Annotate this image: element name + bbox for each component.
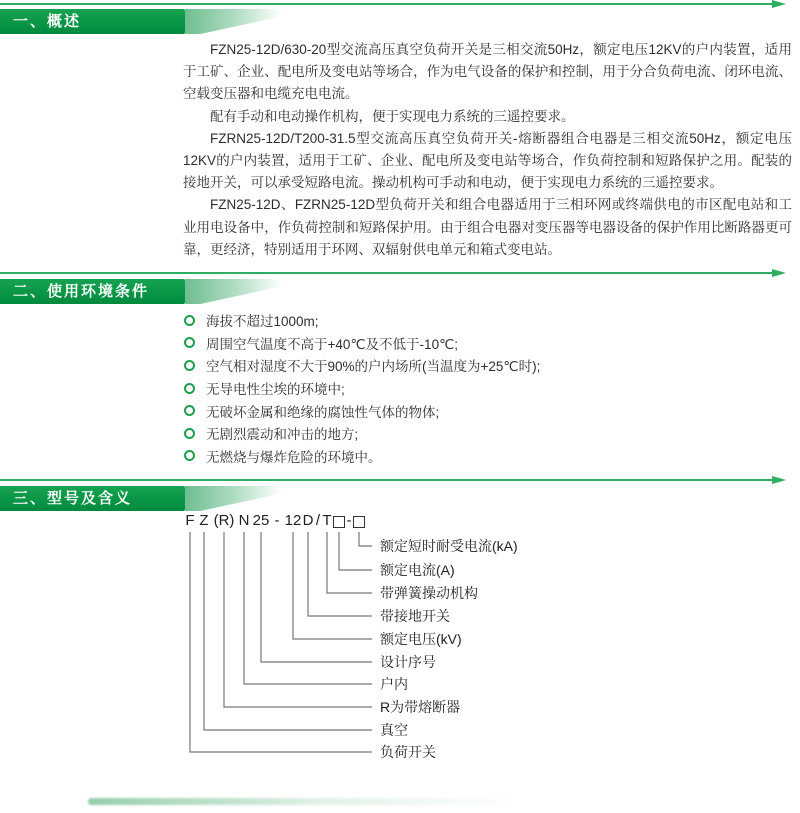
section3-header: 三、型号及含义: [0, 486, 185, 511]
model-code-segment: Z: [199, 512, 209, 529]
list-item: [184, 332, 784, 355]
model-code-segment: 12: [284, 512, 302, 529]
list-item-text: 海拔不超过1000m;: [206, 314, 319, 330]
model-meaning-label: 额定电压(kV): [380, 631, 462, 647]
model-code-segment: 25: [252, 512, 270, 529]
paragraph: FZN25-12D/630-20型交流高压真空负荷开关是三相交流50Hz，额定电压12KV的户内装置，适用于工矿、企业、配电所及变电站等场合，作为电气设备的保护和控制，用于分合负荷电流、闭环电流、空载变压器和电缆充电电流。: [183, 42, 792, 102]
list-item: [184, 445, 784, 468]
circle-bullet-icon: [184, 428, 195, 439]
model-code-segment: -: [346, 512, 352, 529]
circle-bullet-icon: [184, 315, 195, 326]
circle-bullet-icon: [184, 405, 195, 416]
model-meaning-label: 户内: [380, 676, 408, 692]
list-item: [184, 354, 784, 377]
list-item-text: 空气相对湿度不大于90%的户内场所(当温度为+25℃时);: [206, 359, 541, 375]
section2-header: 二、使用环境条件: [0, 279, 185, 304]
section2-top-line: [0, 272, 772, 274]
list-item: [184, 422, 784, 445]
model-code-segment: F: [185, 512, 195, 529]
paragraph: 配有手动和电动操作机构，便于实现电力系统的三遥控要求。: [210, 108, 575, 124]
model-meaning-label: 额定短时耐受电流(kA): [380, 538, 518, 554]
circle-bullet-icon: [184, 337, 195, 348]
section1-top-line: [0, 3, 772, 5]
section1-header: 一、概述: [0, 9, 185, 34]
section3-top-line: [0, 479, 772, 481]
circle-bullet-icon: [184, 383, 195, 394]
model-meaning-label: 负荷开关: [380, 744, 436, 760]
list-item-text: 无破坏金属和绝缘的腐蚀性气体的物体;: [206, 404, 440, 420]
list-item-text: 无导电性尘埃的环境中;: [206, 382, 345, 398]
paragraph: FZRN25-12D/T200-31.5型交流高压真空负荷开关-熔断器组合电器是三相交流50Hz，额定电压12KV的户内装置，适用于工矿、企业、配电所及变电站等场合，作负荷控制和短路保护之用。配装的接地开关，可以承受短路电流。操动机构可手动和电动，便于实现电力系统的三遥控要求。: [183, 130, 792, 191]
model-code-segment: (R): [213, 512, 235, 529]
list-item: [184, 399, 784, 422]
bottom-scan-artifact: [88, 798, 518, 805]
line-arrow-icon: [772, 0, 786, 8]
model-code-segment: D: [302, 512, 314, 529]
paragraph: FZN25-12D、FZRN25-12D型负荷开关和组合电器适用于三相环网或终端供电的市区配电站和工业用电设备中，作负荷控制和短路保护用。由于组合电器对变压器等电器设备的保护作用比断路器更可靠，更经济，特别适用于环网、双辐射供电单元和箱式变电站。: [183, 197, 792, 257]
model-code-segment: T: [322, 512, 332, 529]
model-meaning-label: 额定电流(A): [380, 562, 455, 578]
model-meaning-label: 真空: [380, 722, 408, 738]
model-code-segment: N: [238, 512, 250, 529]
model-code-segment: /: [315, 512, 321, 529]
list-item-text: 无燃烧与爆炸危险的环境中。: [206, 449, 382, 465]
section1-header-swoosh: [185, 9, 295, 34]
line-arrow-icon: [772, 269, 786, 277]
circle-bullet-icon: [184, 360, 195, 371]
model-code-segment: -: [274, 512, 280, 529]
model-meaning-label: R为带熔断器: [380, 699, 461, 715]
section3-header-swoosh: [185, 486, 295, 511]
model-meaning-label: 设计序号: [380, 654, 436, 670]
circle-bullet-icon: [184, 450, 195, 461]
list-item: [184, 309, 784, 332]
overview-paragraphs: [183, 39, 792, 261]
list-item-text: 周围空气温度不高于+40℃及不低于-10℃;: [206, 336, 458, 352]
list-item-text: 无剧烈震动和冲击的地方;: [206, 427, 359, 443]
environment-conditions-list: [184, 309, 784, 467]
model-meaning-label: 带弹簧操动机构: [380, 585, 478, 601]
line-arrow-icon: [772, 476, 786, 484]
model-meaning-label: 带接地开关: [380, 608, 450, 624]
list-item: [184, 377, 784, 400]
section2-header-swoosh: [185, 279, 295, 304]
